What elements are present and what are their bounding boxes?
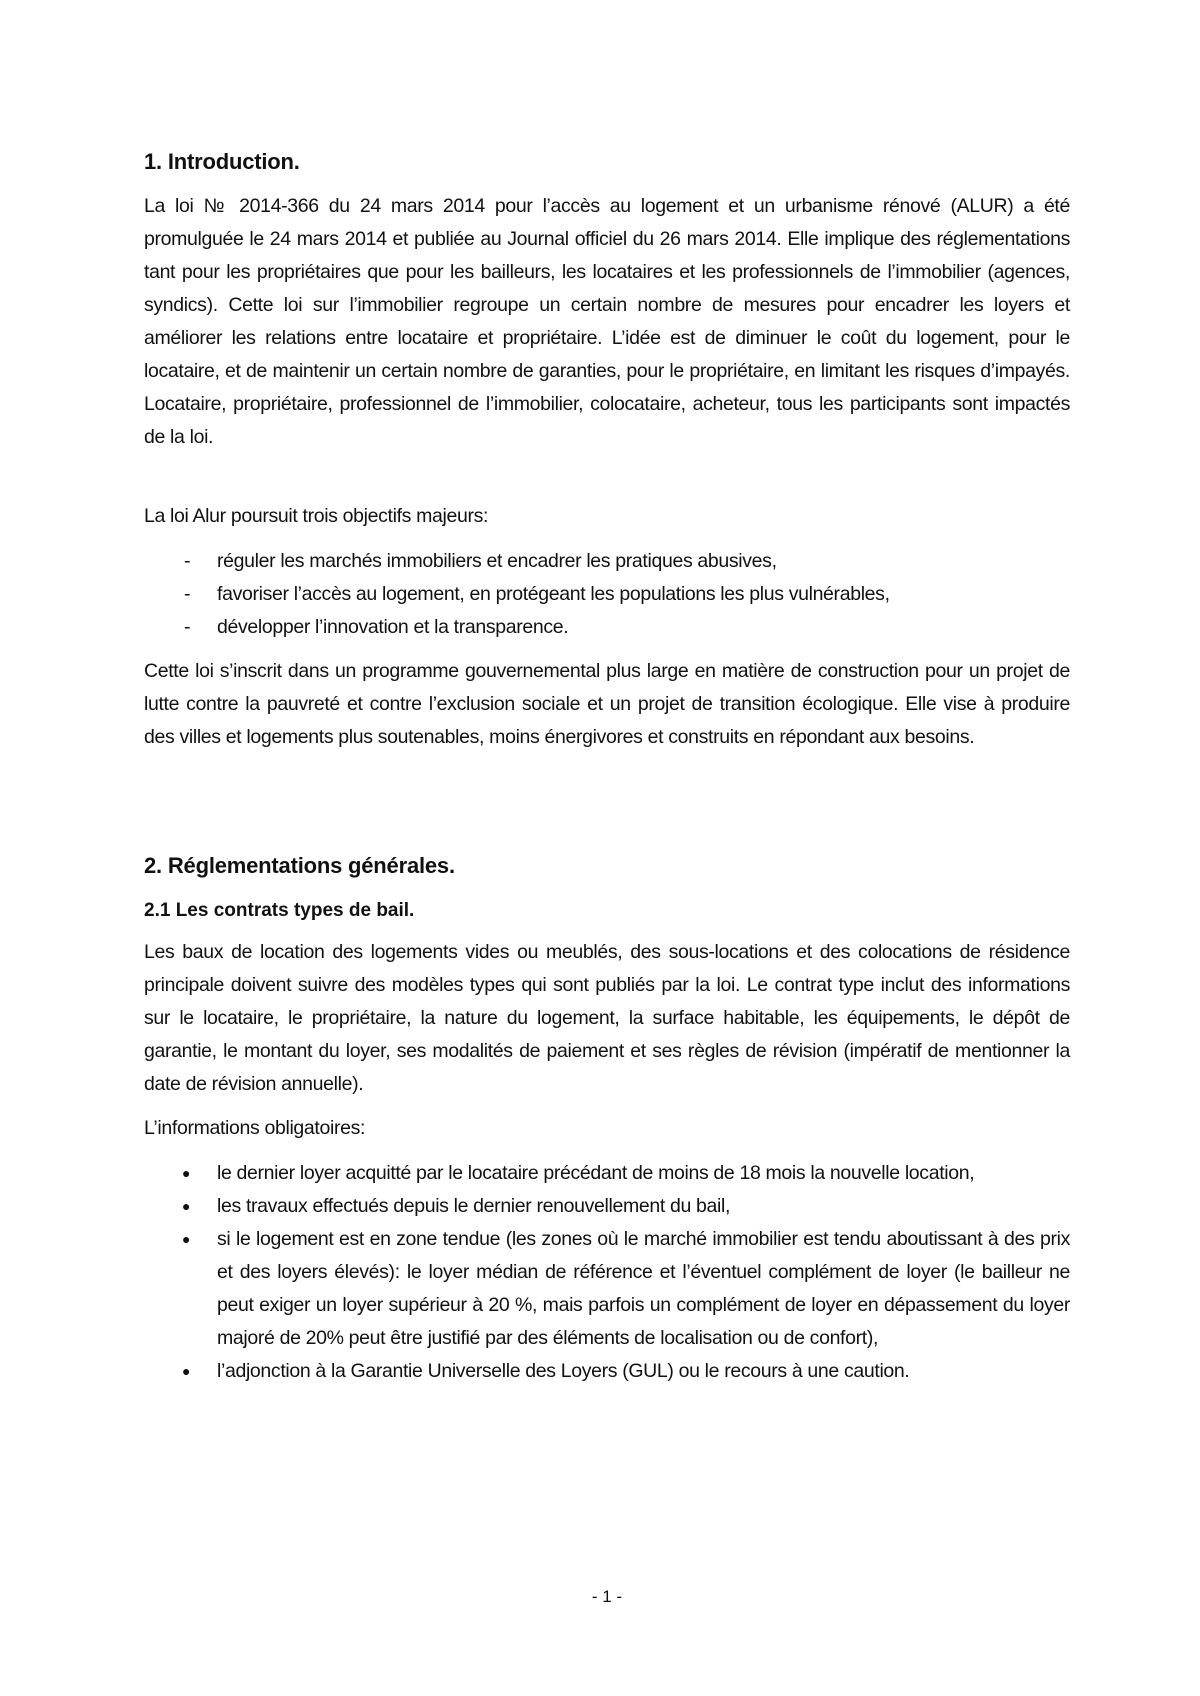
list-item-text: le dernier loyer acquitté par le locataire précédant de moins de 18 mois la nouvelle location, (217, 1162, 975, 1184)
page-number: - 1 - (591, 1587, 623, 1606)
introduction-paragraph: La loi № 2014-366 du 24 mars 2014 pour l’accès au logement et un urbanisme rénové (ALUR) a été promulguée le 24 mars 2014 et publiée au Journal officiel du 26 mars 2014. Elle implique des réglementations tant pour les propriétaires que pour les bailleurs, les locataires et les professionnels de l’immobilier (agences, syndics). Cette loi sur l’immobilier regroupe un certain nombre de mesures pour encadrer les loyers et améliorer les relations entre locataire et propriétaire. L’idée est de diminuer le coût du logement, pour le locataire, et de maintenir un certain nombre de garanties, pour le propriétaire, en limitant les risques d’impayés. Locataire, propriétaire, professionnel de l’immobilier, colocataire, acheteur, tous les participants sont impactés de la loi. (144, 195, 1070, 448)
list-item-text: l’adjonction à la Garantie Universelle des Loyers (GUL) ou le recours à une caution. (217, 1360, 910, 1382)
list-item (144, 1157, 1070, 1190)
bullet-icon: ● (182, 1165, 191, 1181)
list-item-text: développer l’innovation et la transparence. (217, 616, 569, 638)
list-item (144, 611, 1070, 644)
list-item-text: favoriser l’accès au logement, en protégeant les populations les plus vulnérables, (217, 583, 890, 605)
introduction-heading: 1. Introduction. (144, 149, 300, 174)
regulations-heading: 2. Réglementations générales. (144, 853, 455, 878)
list-item (144, 1223, 1070, 1355)
document-page (144, 0, 1070, 1696)
objectives-list (144, 545, 1070, 644)
mandatory-info-intro-paragraph: L’informations obligatoires: (144, 1117, 366, 1139)
program-paragraph: Cette loi s’inscrit dans un programme gouvernemental plus large en matière de construction pour un projet de lutte contre la pauvreté et contre l’exclusion sociale et un projet de transition écologique. Elle vise à produire des villes et logements plus soutenables, moins énergivores et construits en répondant aux besoins. (144, 660, 1070, 748)
objectives-intro-paragraph: La loi Alur poursuit trois objectifs majeurs: (144, 505, 489, 527)
list-item-text: réguler les marchés immobiliers et encadrer les pratiques abusives, (217, 550, 777, 572)
dash-marker: - (184, 550, 191, 572)
list-item (144, 1355, 1070, 1388)
list-item-text: si le logement est en zone tendue (les zones où le marché immobilier est tendu aboutissant à des prix et des loyers élevés): le loyer médian de référence et l’éventuel complément de loyer (le bailleur ne peut exiger un loyer supérieur à 20 %, mais parfois un complément de loyer en dépassement du loyer majoré de 20% peut être justifié par des éléments de localisation ou de confort), (217, 1228, 1070, 1349)
mandatory-info-list (144, 1157, 1070, 1388)
lease-contracts-subheading: 2.1 Les contrats types de bail. (144, 900, 415, 921)
dash-marker: - (184, 616, 191, 638)
list-item (144, 1190, 1070, 1223)
dash-marker: - (184, 583, 191, 605)
bullet-icon: ● (182, 1231, 191, 1247)
list-item (144, 578, 1070, 611)
bullet-icon: ● (182, 1198, 191, 1214)
list-item-text: les travaux effectués depuis le dernier renouvellement du bail, (217, 1195, 731, 1217)
list-item (144, 545, 1070, 578)
bullet-icon: ● (182, 1363, 191, 1379)
lease-contracts-paragraph: Les baux de location des logements vides ou meublés, des sous-locations et des colocations de résidence principale doivent suivre des modèles types qui sont publiés par la loi. Le contrat type inclut des informations sur le locataire, le propriétaire, la nature du logement, la surface habitable, les équipements, le dépôt de garantie, le montant du loyer, ses modalités de paiement et ses règles de révision (impératif de mentionner la date de révision annuelle). (144, 941, 1070, 1095)
